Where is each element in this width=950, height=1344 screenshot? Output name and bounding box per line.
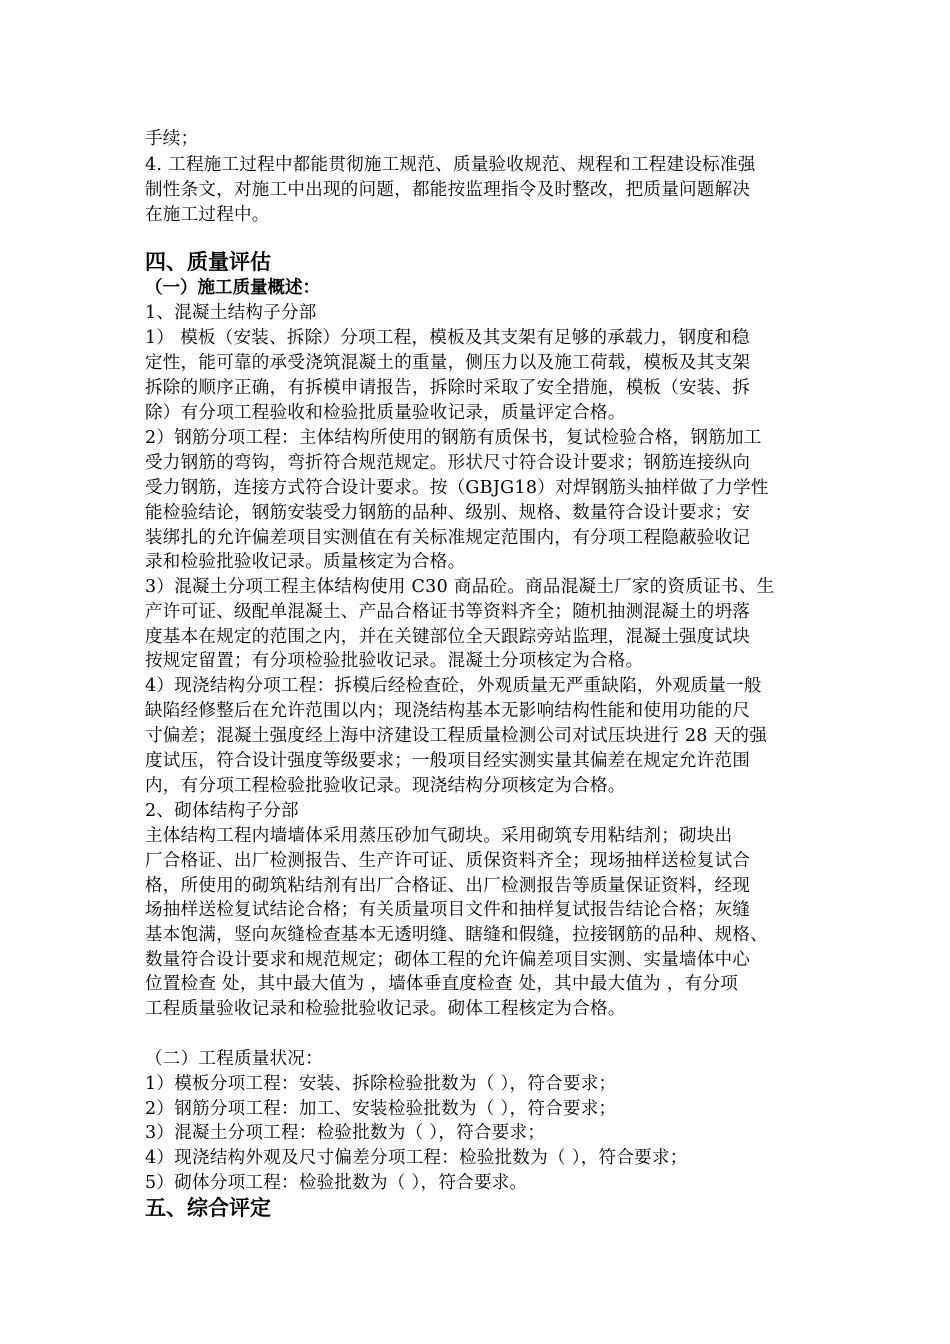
text-line: 1、混凝土结构子分部 <box>145 303 317 323</box>
text-line: 5）砌体分项工程：检验批数为（ ），符合要求。 <box>145 1173 528 1193</box>
text-line: 手续； <box>145 129 199 149</box>
text-line: 除）有分项工程验收和检验批质量验收记录，质量评定合格。 <box>145 403 626 423</box>
text-line: 缺陷经修整后在允许范围以内；现浇结构基本无影响结构性能和使用功能的尺 <box>145 701 751 721</box>
text-line: 拆除的顺序正确，有拆模申请报告，拆除时采取了安全措施，模板（安装、拆 <box>145 378 751 398</box>
text-line: 3）混凝土分项工程：检验批数为（ ），符合要求； <box>145 1123 546 1143</box>
text-line: 1）模板分项工程：安装、拆除检验批数为（ ），符合要求； <box>145 1074 617 1094</box>
subsection-heading: （一）施工质量概述： <box>145 278 320 298</box>
text-line: 格，所使用的砌筑粘结剂有出厂合格证、出厂检测报告等质量保证资料，经现 <box>145 876 751 896</box>
text-line: 能检验结论，钢筋安装受力钢筋的品种、级别、规格、数量符合设计要求；安 <box>145 503 751 523</box>
text-line: 4. 工程施工过程中都能贯彻施工规范、质量验收规范、规程和工程建设标准强 <box>145 155 756 175</box>
text-line: 主体结构工程内墙墙体采用蒸压砂加气砌块。采用砌筑专用粘结剂；砌块出 <box>145 826 733 846</box>
text-line: 受力钢筋的弯钩，弯折符合规范规定。形状尺寸符合设计要求；钢筋连接纵向 <box>145 453 751 473</box>
text-line: 位置检查 处，其中最大值为 ，墙体垂直度检查 处，其中最大值为 ，有分项 <box>145 974 739 994</box>
text-line: 制性条文，对施工中出现的问题，都能按监理指令及时整改，把质量问题解决 <box>145 180 751 200</box>
text-line: 装绑扎的允许偏差项目实测值在有关标准规定范围内，有分项工程隐蔽验收记 <box>145 528 751 548</box>
text-line: 4）现浇结构分项工程：拆模后经检查砼，外观质量无严重缺陷，外观质量一般 <box>145 676 762 696</box>
text-line: 场抽样送检复试结论合格；有关质量项目文件和抽样复试报告结论合格；灰缝 <box>145 900 751 920</box>
text-line: 厂合格证、出厂检测报告、生产许可证、质保资料齐全；现场抽样送检复试合 <box>145 851 751 871</box>
text-line: 度基本在规定的范围之内，并在关键部位全天跟踪旁站监理，混凝土强度试块 <box>145 627 751 647</box>
text-line: 3）混凝土分项工程主体结构使用 C30 商品砼。商品混凝土厂家的资质证书、生 <box>145 577 775 597</box>
text-line: 寸偏差；混凝土强度经上海中济建设工程质量检测公司对试压块进行 28 天的强 <box>145 726 767 746</box>
section-4-heading: 四、质量评估 <box>145 249 271 274</box>
text-line: 按规定留置；有分项检验批验收记录。混凝土分项核定为合格。 <box>145 651 644 671</box>
subsection-heading: （二）工程质量状况： <box>145 1049 323 1069</box>
text-line: 2、砌体结构子分部 <box>145 801 299 821</box>
text-line: 产许可证、级配单混凝土、产品合格证书等资料齐全；随机抽测混凝土的坍落 <box>145 602 751 622</box>
text-line: 工程质量验收记录和检验批验收记录。砌体工程核定为合格。 <box>145 999 626 1019</box>
text-line: 内，有分项工程检验批验收记录。现浇结构分项核定为合格。 <box>145 776 626 796</box>
text-line: 在施工过程中。 <box>145 205 270 225</box>
text-line: 定性，能可靠的承受浇筑混凝土的重量，侧压力以及施工荷载，模板及其支架 <box>145 353 751 373</box>
text-line: 2）钢筋分项工程：主体结构所使用的钢筋有质保书，复试检验合格，钢筋加工 <box>145 428 762 448</box>
text-line: 4）现浇结构外观及尺寸偏差分项工程：检验批数为（ ），符合要求； <box>145 1148 688 1168</box>
text-line: 数量符合设计要求和规范规定；砌体工程的允许偏差项目实测、实量墙体中心 <box>145 950 751 970</box>
text-line: 2）钢筋分项工程：加工、安装检验批数为（ ），符合要求； <box>145 1099 617 1119</box>
text-line: 录和检验批验收记录。质量核定为合格。 <box>145 552 466 572</box>
text-line: 基本饱满，竖向灰缝检查基本无透明缝、瞎缝和假缝，拉接钢筋的品种、规格、 <box>145 925 768 945</box>
text-line: 1） 模板（安装、拆除）分项工程，模板及其支架有足够的承载力，钢度和稳 <box>145 328 750 348</box>
section-5-heading: 五、综合评定 <box>145 1195 271 1220</box>
text-line: 受力钢筋，连接方式符合设计要求。按（GBJG18）对焊钢筋头抽样做了力学性 <box>145 478 769 498</box>
text-line: 度试压，符合设计强度等级要求；一般项目经实测实量其偏差在规定允许范围 <box>145 751 751 771</box>
